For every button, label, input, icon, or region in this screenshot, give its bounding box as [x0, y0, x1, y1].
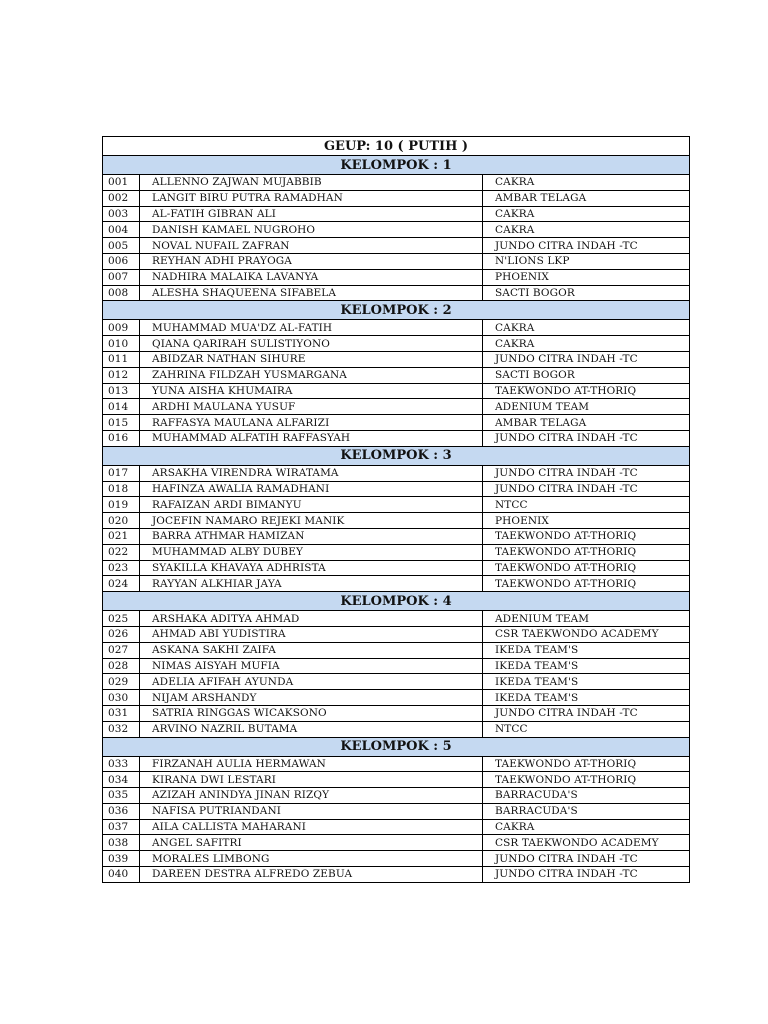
participant-club: CAKRA: [483, 819, 690, 835]
participant-number: 004: [103, 222, 140, 238]
table-row: [103, 756, 690, 772]
participant-number: 025: [103, 611, 140, 627]
participant-club: IKEDA TEAM'S: [483, 674, 690, 690]
group-header-row: [103, 737, 690, 756]
participant-name: RAFAIZAN ARDI BIMANYU: [140, 497, 483, 513]
group-label: KELOMPOK : 5: [103, 737, 690, 756]
participant-club: CAKRA: [483, 336, 690, 352]
participant-number: 039: [103, 851, 140, 867]
table-row: [103, 415, 690, 431]
participant-number: 015: [103, 415, 140, 431]
title-row: [103, 137, 690, 156]
participant-name: ALESHA SHAQUEENA SIFABELA: [140, 285, 483, 301]
participant-club: SACTI BOGOR: [483, 367, 690, 383]
table-row: [103, 269, 690, 285]
participant-club: N'LIONS LKP: [483, 253, 690, 269]
participant-number: 029: [103, 674, 140, 690]
participant-name: SYAKILLA KHAVAYA ADHRISTA: [140, 560, 483, 576]
participant-club: TAEKWONDO AT-THORIQ: [483, 528, 690, 544]
group-header-row: [103, 301, 690, 320]
participant-number: 008: [103, 285, 140, 301]
participant-number: 013: [103, 383, 140, 399]
participant-number: 006: [103, 253, 140, 269]
participant-number: 002: [103, 190, 140, 206]
participant-number: 009: [103, 320, 140, 336]
table-row: [103, 336, 690, 352]
participant-club: TAEKWONDO AT-THORIQ: [483, 544, 690, 560]
participant-name: DAREEN DESTRA ALFREDO ZEBUA: [140, 867, 483, 883]
participant-club: TAEKWONDO AT-THORIQ: [483, 772, 690, 788]
table-row: [103, 222, 690, 238]
table-row: [103, 867, 690, 883]
table-row: [103, 285, 690, 301]
participant-name: NIMAS AISYAH MUFIA: [140, 658, 483, 674]
table-body: [103, 137, 690, 883]
table-row: [103, 674, 690, 690]
participant-name: NIJAM ARSHANDY: [140, 690, 483, 706]
participant-name: AZIZAH ANINDYA JINAN RIZQY: [140, 788, 483, 804]
participant-name: KIRANA DWI LESTARI: [140, 772, 483, 788]
participant-name: ZAHRINA FILDZAH YUSMARGANA: [140, 367, 483, 383]
participant-name: ALLENNO ZAJWAN MUJABBIB: [140, 175, 483, 191]
participant-name: NAFISA PUTRIANDANI: [140, 803, 483, 819]
participant-name: NOVAL NUFAIL ZAFRAN: [140, 238, 483, 254]
table-row: [103, 544, 690, 560]
table-row: [103, 481, 690, 497]
participant-number: 018: [103, 481, 140, 497]
participant-number: 005: [103, 238, 140, 254]
participant-name: RAYYAN ALKHIAR JAYA: [140, 576, 483, 592]
participant-number: 016: [103, 430, 140, 446]
participant-club: PHOENIX: [483, 513, 690, 529]
participant-name: JOCEFIN NAMARO REJEKI MANIK: [140, 513, 483, 529]
participant-number: 001: [103, 175, 140, 191]
participant-name: AHMAD ABI YUDISTIRA: [140, 626, 483, 642]
group-label: KELOMPOK : 4: [103, 592, 690, 611]
table-row: [103, 819, 690, 835]
table-row: [103, 626, 690, 642]
participant-club: JUNDO CITRA INDAH -TC: [483, 465, 690, 481]
participant-number: 017: [103, 465, 140, 481]
participant-club: BARRACUDA'S: [483, 788, 690, 804]
participant-number: 032: [103, 721, 140, 737]
participant-number: 033: [103, 756, 140, 772]
participant-number: 035: [103, 788, 140, 804]
participant-number: 022: [103, 544, 140, 560]
table-row: [103, 690, 690, 706]
table-row: [103, 399, 690, 415]
participant-name: MUHAMMAD ALFATIH RAFFASYAH: [140, 430, 483, 446]
group-label: KELOMPOK : 2: [103, 301, 690, 320]
participant-name: AL-FATIH GIBRAN ALI: [140, 206, 483, 222]
participant-club: ADENIUM TEAM: [483, 399, 690, 415]
participant-number: 019: [103, 497, 140, 513]
participant-club: ADENIUM TEAM: [483, 611, 690, 627]
participant-number: 028: [103, 658, 140, 674]
table-row: [103, 238, 690, 254]
participant-number: 023: [103, 560, 140, 576]
participant-name: FIRZANAH AULIA HERMAWAN: [140, 756, 483, 772]
participant-club: JUNDO CITRA INDAH -TC: [483, 430, 690, 446]
table-row: [103, 367, 690, 383]
participant-club: TAEKWONDO AT-THORIQ: [483, 576, 690, 592]
participant-number: 012: [103, 367, 140, 383]
participant-number: 037: [103, 819, 140, 835]
participant-number: 031: [103, 705, 140, 721]
table-row: [103, 835, 690, 851]
participant-club: AMBAR TELAGA: [483, 415, 690, 431]
participant-club: CSR TAEKWONDO ACADEMY: [483, 626, 690, 642]
group-label: KELOMPOK : 3: [103, 446, 690, 465]
table-row: [103, 320, 690, 336]
participant-club: TAEKWONDO AT-THORIQ: [483, 756, 690, 772]
participant-club: NTCC: [483, 721, 690, 737]
participant-name: BARRA ATHMAR HAMIZAN: [140, 528, 483, 544]
table-row: [103, 175, 690, 191]
table-row: [103, 560, 690, 576]
table-row: [103, 430, 690, 446]
participant-number: 007: [103, 269, 140, 285]
participant-number: 020: [103, 513, 140, 529]
table-title: GEUP: 10 ( PUTIH ): [103, 137, 690, 156]
participant-number: 030: [103, 690, 140, 706]
participant-name: REYHAN ADHI PRAYOGA: [140, 253, 483, 269]
participant-name: YUNA AISHA KHUMAIRA: [140, 383, 483, 399]
participant-number: 034: [103, 772, 140, 788]
participant-name: AILA CALLISTA MAHARANI: [140, 819, 483, 835]
participant-table: [102, 136, 690, 883]
participant-club: CAKRA: [483, 222, 690, 238]
participant-number: 003: [103, 206, 140, 222]
table-row: [103, 576, 690, 592]
participant-name: DANISH KAMAEL NUGROHO: [140, 222, 483, 238]
participant-name: MUHAMMAD ALBY DUBEY: [140, 544, 483, 560]
participant-number: 011: [103, 351, 140, 367]
participant-number: 024: [103, 576, 140, 592]
table-row: [103, 788, 690, 804]
participant-club: JUNDO CITRA INDAH -TC: [483, 238, 690, 254]
participant-name: ARDHI MAULANA YUSUF: [140, 399, 483, 415]
participant-name: ASKANA SAKHI ZAIFA: [140, 642, 483, 658]
participant-club: IKEDA TEAM'S: [483, 690, 690, 706]
table-row: [103, 721, 690, 737]
participant-club: JUNDO CITRA INDAH -TC: [483, 851, 690, 867]
participant-name: MORALES LIMBONG: [140, 851, 483, 867]
table-row: [103, 528, 690, 544]
table-row: [103, 253, 690, 269]
table-row: [103, 705, 690, 721]
table-row: [103, 803, 690, 819]
participant-club: IKEDA TEAM'S: [483, 642, 690, 658]
table-row: [103, 351, 690, 367]
participant-club: BARRACUDA'S: [483, 803, 690, 819]
participant-number: 040: [103, 867, 140, 883]
participant-club: NTCC: [483, 497, 690, 513]
participant-club: CAKRA: [483, 175, 690, 191]
participant-club: CAKRA: [483, 320, 690, 336]
participant-number: 010: [103, 336, 140, 352]
participant-name: RAFFASYA MAULANA ALFARIZI: [140, 415, 483, 431]
table-row: [103, 206, 690, 222]
table-row: [103, 611, 690, 627]
participant-name: ANGEL SAFITRI: [140, 835, 483, 851]
participant-club: JUNDO CITRA INDAH -TC: [483, 351, 690, 367]
participant-club: IKEDA TEAM'S: [483, 658, 690, 674]
participant-club: PHOENIX: [483, 269, 690, 285]
participant-number: 014: [103, 399, 140, 415]
participant-club: JUNDO CITRA INDAH -TC: [483, 481, 690, 497]
participant-club: SACTI BOGOR: [483, 285, 690, 301]
participant-club: CAKRA: [483, 206, 690, 222]
participant-club: JUNDO CITRA INDAH -TC: [483, 867, 690, 883]
group-header-row: [103, 592, 690, 611]
participant-number: 038: [103, 835, 140, 851]
participant-name: MUHAMMAD MUA'DZ AL-FATIH: [140, 320, 483, 336]
table-row: [103, 190, 690, 206]
participant-name: NADHIRA MALAIKA LAVANYA: [140, 269, 483, 285]
participant-number: 026: [103, 626, 140, 642]
participant-name: HAFINZA AWALIA RAMADHANI: [140, 481, 483, 497]
participant-club: TAEKWONDO AT-THORIQ: [483, 383, 690, 399]
table-row: [103, 513, 690, 529]
group-header-row: [103, 446, 690, 465]
table-row: [103, 383, 690, 399]
participant-name: ABIDZAR NATHAN SIHURE: [140, 351, 483, 367]
participant-name: SATRIA RINGGAS WICAKSONO: [140, 705, 483, 721]
participant-name: ARVINO NAZRIL BUTAMA: [140, 721, 483, 737]
participant-name: ARSHAKA ADITYA AHMAD: [140, 611, 483, 627]
table-row: [103, 851, 690, 867]
group-label: KELOMPOK : 1: [103, 156, 690, 175]
participant-name: QIANA QARIRAH SULISTIYONO: [140, 336, 483, 352]
group-header-row: [103, 156, 690, 175]
participant-number: 036: [103, 803, 140, 819]
participant-club: TAEKWONDO AT-THORIQ: [483, 560, 690, 576]
participant-club: JUNDO CITRA INDAH -TC: [483, 705, 690, 721]
table-row: [103, 497, 690, 513]
participant-number: 021: [103, 528, 140, 544]
participant-name: ARSAKHA VIRENDRA WIRATAMA: [140, 465, 483, 481]
table-row: [103, 658, 690, 674]
table-row: [103, 772, 690, 788]
participant-name: ADELIA AFIFAH AYUNDA: [140, 674, 483, 690]
table-row: [103, 465, 690, 481]
participant-number: 027: [103, 642, 140, 658]
table-row: [103, 642, 690, 658]
participant-name: LANGIT BIRU PUTRA RAMADHAN: [140, 190, 483, 206]
participant-club: AMBAR TELAGA: [483, 190, 690, 206]
participant-club: CSR TAEKWONDO ACADEMY: [483, 835, 690, 851]
